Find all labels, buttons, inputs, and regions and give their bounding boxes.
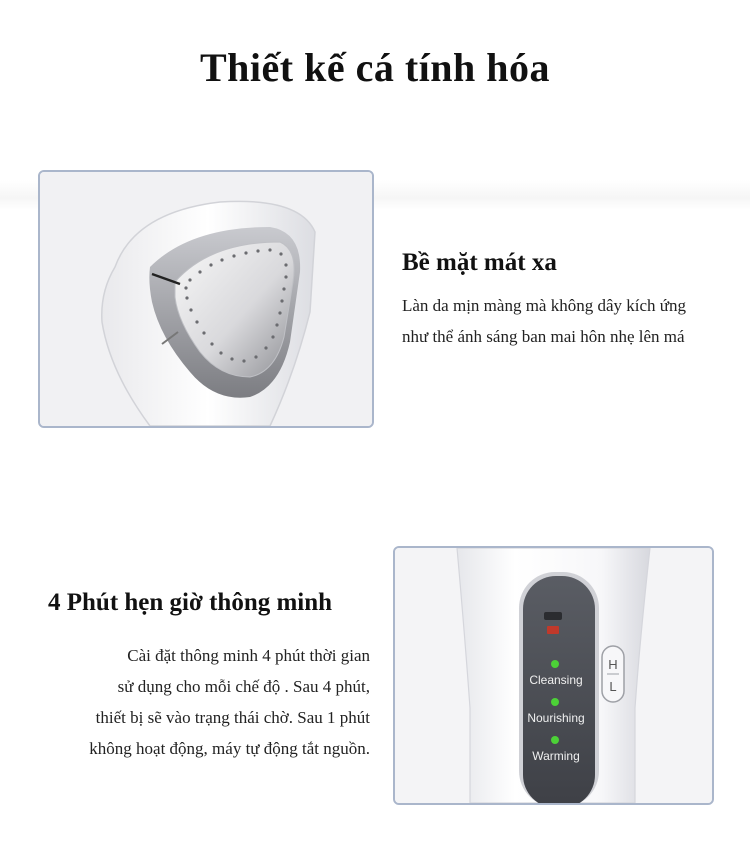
massage-head-image <box>38 170 374 428</box>
switch-label-high: H <box>608 657 618 672</box>
warming-led-icon <box>551 736 559 744</box>
description-line: như thể ánh sáng ban mai hôn nhẹ lên má <box>402 327 685 346</box>
device-control-panel-image <box>393 546 714 805</box>
power-indicator <box>544 612 562 620</box>
cleansing-led-icon <box>551 660 559 668</box>
description-line: Cài đặt thông minh 4 phút thời gian <box>127 646 370 665</box>
mode-label-warming: Warming <box>532 749 580 763</box>
massage-surface-heading: Bề mặt mát xa <box>402 249 557 276</box>
nourishing-led-icon <box>551 698 559 706</box>
mode-label-cleansing: Cleansing <box>529 673 583 687</box>
description-line: thiết bị sẽ vào trạng thái chờ. Sau 1 phút <box>95 708 370 727</box>
description-line: sử dụng cho mỗi chế độ . Sau 4 phút, <box>117 677 370 696</box>
massage-surface-description <box>402 290 742 352</box>
timer-heading: 4 Phút hẹn giờ thông minh <box>48 589 333 616</box>
mode-label-nourishing: Nourishing <box>527 711 585 725</box>
description-line: Làn da mịn màng mà không dây kích ứng <box>402 296 686 315</box>
device-panel-illustration <box>395 548 712 803</box>
description-line: không hoạt động, máy tự động tắt nguồn. <box>89 739 370 758</box>
massage-head-icon <box>40 172 372 426</box>
page-title: Thiết kế cá tính hóa <box>199 45 551 90</box>
switch-label-low: L <box>609 679 617 694</box>
timer-description <box>40 640 370 764</box>
